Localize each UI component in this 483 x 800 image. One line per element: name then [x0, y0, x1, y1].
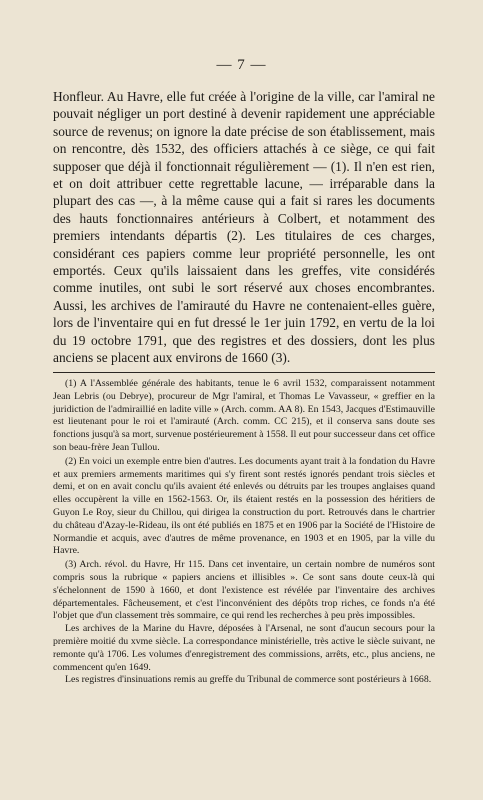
footnote-separator	[53, 372, 435, 373]
main-body-paragraph: Honfleur. Au Havre, elle fut créée à l'origine de la ville, car l'amiral ne pouvait négliger un port destiné à devenir rapidement une appréciable source de revenus; on ignore la date précise de son établissement, mais on rencontre, dès 1532, des officiers attachés à ce siège, ce qui fait supposer que déjà il fonctionnait régulièrement — (1). Il n'en est rien, et on doit attribuer cette regrettable lacune, — irréparable dans la plupart des cas —, à la même cause qui a fait si rares les documents des hauts fonctionnaires antérieurs à Colbert, et notamment des premiers intendants départis (2). Les titulaires de ces charges, considérant ces papiers comme leur propriété personnelle, les ont emportés. Ceux qu'ils laissaient dans les greffes, vite considérés comme inutiles, ont subi le sort réservé aux choses encombrantes. Aussi, les archives de l'amirauté du Havre ne contenaient-elles guère, lors de l'inventaire qui en fut dressé le 1er juin 1792, en vertu de la loi du 19 octobre 1791, que des registres et des dossiers, dont les plus anciens se placent aux environs de 1660 (3).	[53, 89, 435, 366]
page-number: — 7 —	[216, 57, 267, 73]
footnote-1: (1) A l'Assemblée générale des habitants, tenue le 6 avril 1532, comparaissent notamment Jean Lebris (ou Debrye), procureur de Mgr l'amiral, et Thomas Le Vavasseur, « greffier en la juridiction de l'admiraillié en ladite ville » (Arch. comm. AA 8). En 1543, Jacques d'Estimauville est lieutenant pour le roi et l'amirauté (Arch. comm. CC 215), et il conserva sans doute ses fonctions jusqu'à sa mort, survenue postérieurement à 1558. Il eut pour successeur dans cet office son beau-frère Jean Tullou.	[53, 378, 435, 453]
footnote-2: (2) En voici un exemple entre bien d'autres. Les documents ayant trait à la fondation du Havre et aux premiers armements maritimes qui s'y firent sont restés ignorés pendant trois siècles et demi, et on en avait conclu qu'ils avaient été enlevés ou détruits par les troupes anglaises quand elles occupèrent la ville en 1562-1563. Or, ils étaient restés en la possession des héritiers de Guyon Le Roy, sieur du Chillou, qui dirigea la construction du port. Retrouvés dans le chartrier du château d'Azay-le-Rideau, ils ont été publiés en 1875 et en 1906 par la Société de l'Histoire de Normandie et acquis, avec d'autres de même provenance, en 1903 et en 1905, par la ville du Havre.	[53, 455, 435, 557]
footnote-3-continued: Les archives de la Marine du Havre, déposées à l'Arsenal, ne sont d'aucun secours pour la première moitié du xvme siècle. La correspondance ministérielle, très active le siècle suivant, ne remonte qu'à 1706. Les volumes d'enregistrement des commissions, arrêts, etc., plus anciens, ne commencent qu'en 1649.	[53, 623, 435, 673]
footnote-3: (3) Arch. révol. du Havre, Hr 115. Dans cet inventaire, un certain nombre de numéros sont compris sous la rubrique « papiers anciens et illisibles ». Ce sont sans doute ceux-là qui s'échelonnent de 1590 à 1660, et dont l'existence est révélée par l'inventaire des archives départementales. Fâcheusement, et c'est l'inconvénient des dépôts trop riches, ce fonds n'a été l'objet que d'un classement très sommaire, ce qui rend les recherches à peu près impossibles.	[53, 559, 435, 622]
footnotes-section	[53, 378, 435, 687]
footnote-3-final: Les registres d'insinuations remis au greffe du Tribunal de commerce sont postérieurs à 1668.	[65, 674, 432, 686]
